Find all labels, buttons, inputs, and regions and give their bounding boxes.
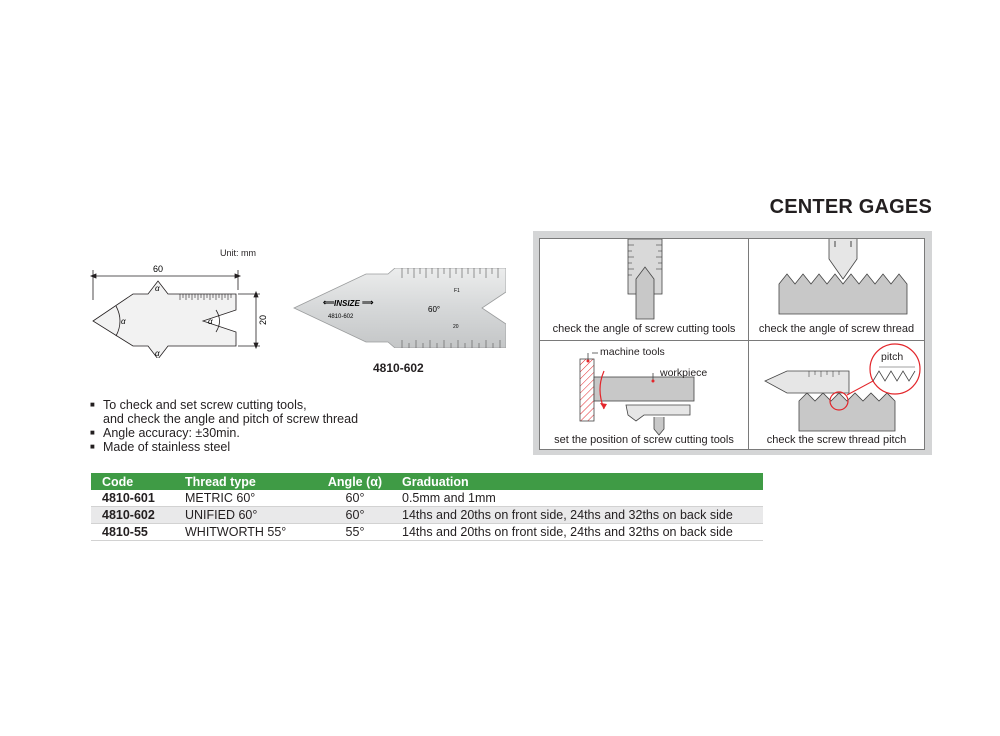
photo-caption: 4810-602 xyxy=(373,361,424,375)
col-header-angle: Angle (α) xyxy=(319,473,391,490)
label-workpiece: workpiece xyxy=(660,367,708,379)
feature-item: ■ Angle accuracy: ±30min. xyxy=(90,426,240,440)
cell-angle: 60° xyxy=(319,507,391,524)
engraved-model: 4810-602 xyxy=(328,314,354,320)
label-pitch: pitch xyxy=(881,351,904,363)
page-title: CENTER GAGES xyxy=(769,196,932,218)
cell-thread-type: UNIFIED 60° xyxy=(174,507,319,524)
cell-graduation: 0.5mm and 1mm xyxy=(391,490,763,507)
col-header-thread-type: Thread type xyxy=(174,473,319,490)
feature-item: ■ Made of stainless steel xyxy=(90,440,231,454)
cell-angle: 55° xyxy=(319,524,391,541)
engraved-scale-f: F1 xyxy=(454,288,460,294)
cell-graduation: 14ths and 20ths on front side, 24ths and 32ths on back side xyxy=(391,507,763,524)
angle-symbol-bottom: α xyxy=(155,349,160,358)
engraved-scale-20: 20 xyxy=(453,324,459,330)
cell-code: 4810-602 xyxy=(91,507,174,524)
cell-angle: 60° xyxy=(319,490,391,507)
cell-thread-type: METRIC 60° xyxy=(174,490,319,507)
label-machine-tools: machine tools xyxy=(600,346,665,358)
cell-graduation: 14ths and 20ths on front side, 24ths and 32ths on back side xyxy=(391,524,763,541)
col-header-code: Code xyxy=(91,473,174,490)
feature-item: and check the angle and pitch of screw thread xyxy=(103,412,359,426)
angle-symbol-right: α xyxy=(208,317,213,326)
cell-thread-type: WHITWORTH 55° xyxy=(174,524,319,541)
usage-panel-thread-angle xyxy=(748,238,925,341)
dim-height: 20 xyxy=(258,314,268,326)
table-row xyxy=(91,490,763,507)
col-header-graduation: Graduation xyxy=(391,473,763,490)
product-photo xyxy=(292,268,506,348)
spec-table xyxy=(91,473,763,541)
table-row xyxy=(91,524,763,541)
feature-item: ■ To check and set screw cutting tools, xyxy=(90,398,307,412)
usage-panel-tool-angle xyxy=(539,238,749,341)
cell-code: 4810-55 xyxy=(91,524,174,541)
angle-symbol-top: α xyxy=(155,284,160,293)
svg-text:⟹: ⟹ xyxy=(362,298,374,307)
angle-symbol-left: α xyxy=(121,317,126,326)
engraved-angle: 60° xyxy=(428,305,441,314)
usage-panel-tool-position xyxy=(539,340,749,450)
table-header-row xyxy=(91,473,763,490)
usage-panel-thread-pitch xyxy=(748,340,925,450)
feature-list xyxy=(90,398,358,454)
usage-diagrams xyxy=(533,231,932,455)
table-row xyxy=(91,507,763,524)
unit-label: Unit: mm xyxy=(220,248,256,258)
panel-caption: check the angle of screw thread xyxy=(758,323,915,335)
dim-width: 60 xyxy=(152,264,164,274)
svg-text:⟸: ⟸ xyxy=(323,298,335,307)
panel-caption: check the angle of screw cutting tools xyxy=(552,323,736,335)
panel-caption: set the position of screw cutting tools xyxy=(554,434,734,446)
brand-logo: INSIZE xyxy=(334,299,360,308)
gage-drawing xyxy=(88,246,278,358)
panel-caption: check the screw thread pitch xyxy=(766,434,907,446)
cell-code: 4810-601 xyxy=(91,490,174,507)
